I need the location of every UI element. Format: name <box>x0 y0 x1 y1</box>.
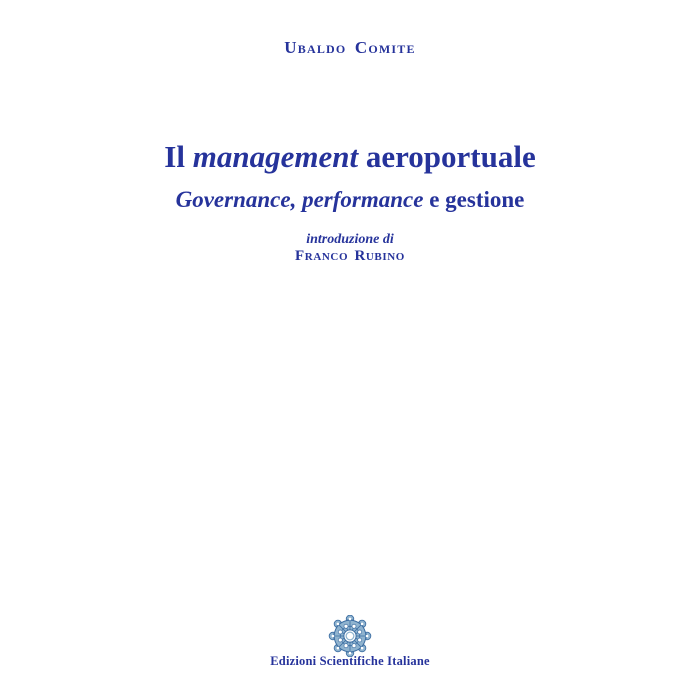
author-name: Ubaldo Comite <box>284 38 416 57</box>
introduction-author-name: Franco Rubino <box>295 248 405 264</box>
book-subtitle <box>0 188 700 211</box>
book-title-emphasis: management <box>192 139 359 174</box>
book-title-leading: Il <box>164 139 193 174</box>
introduction-label: introduzione di <box>306 232 394 247</box>
book-subtitle-trailing: e gestione <box>423 187 525 212</box>
book-title <box>0 141 700 172</box>
publisher-name: Edizioni Scientifiche Italiane <box>270 654 430 668</box>
esi-rosette-logo-icon <box>328 615 372 657</box>
publisher-logo-block <box>0 615 700 657</box>
book-subtitle-emphasis: Governance, performance <box>175 187 424 212</box>
book-title-trailing: aeroportuale <box>358 139 536 174</box>
